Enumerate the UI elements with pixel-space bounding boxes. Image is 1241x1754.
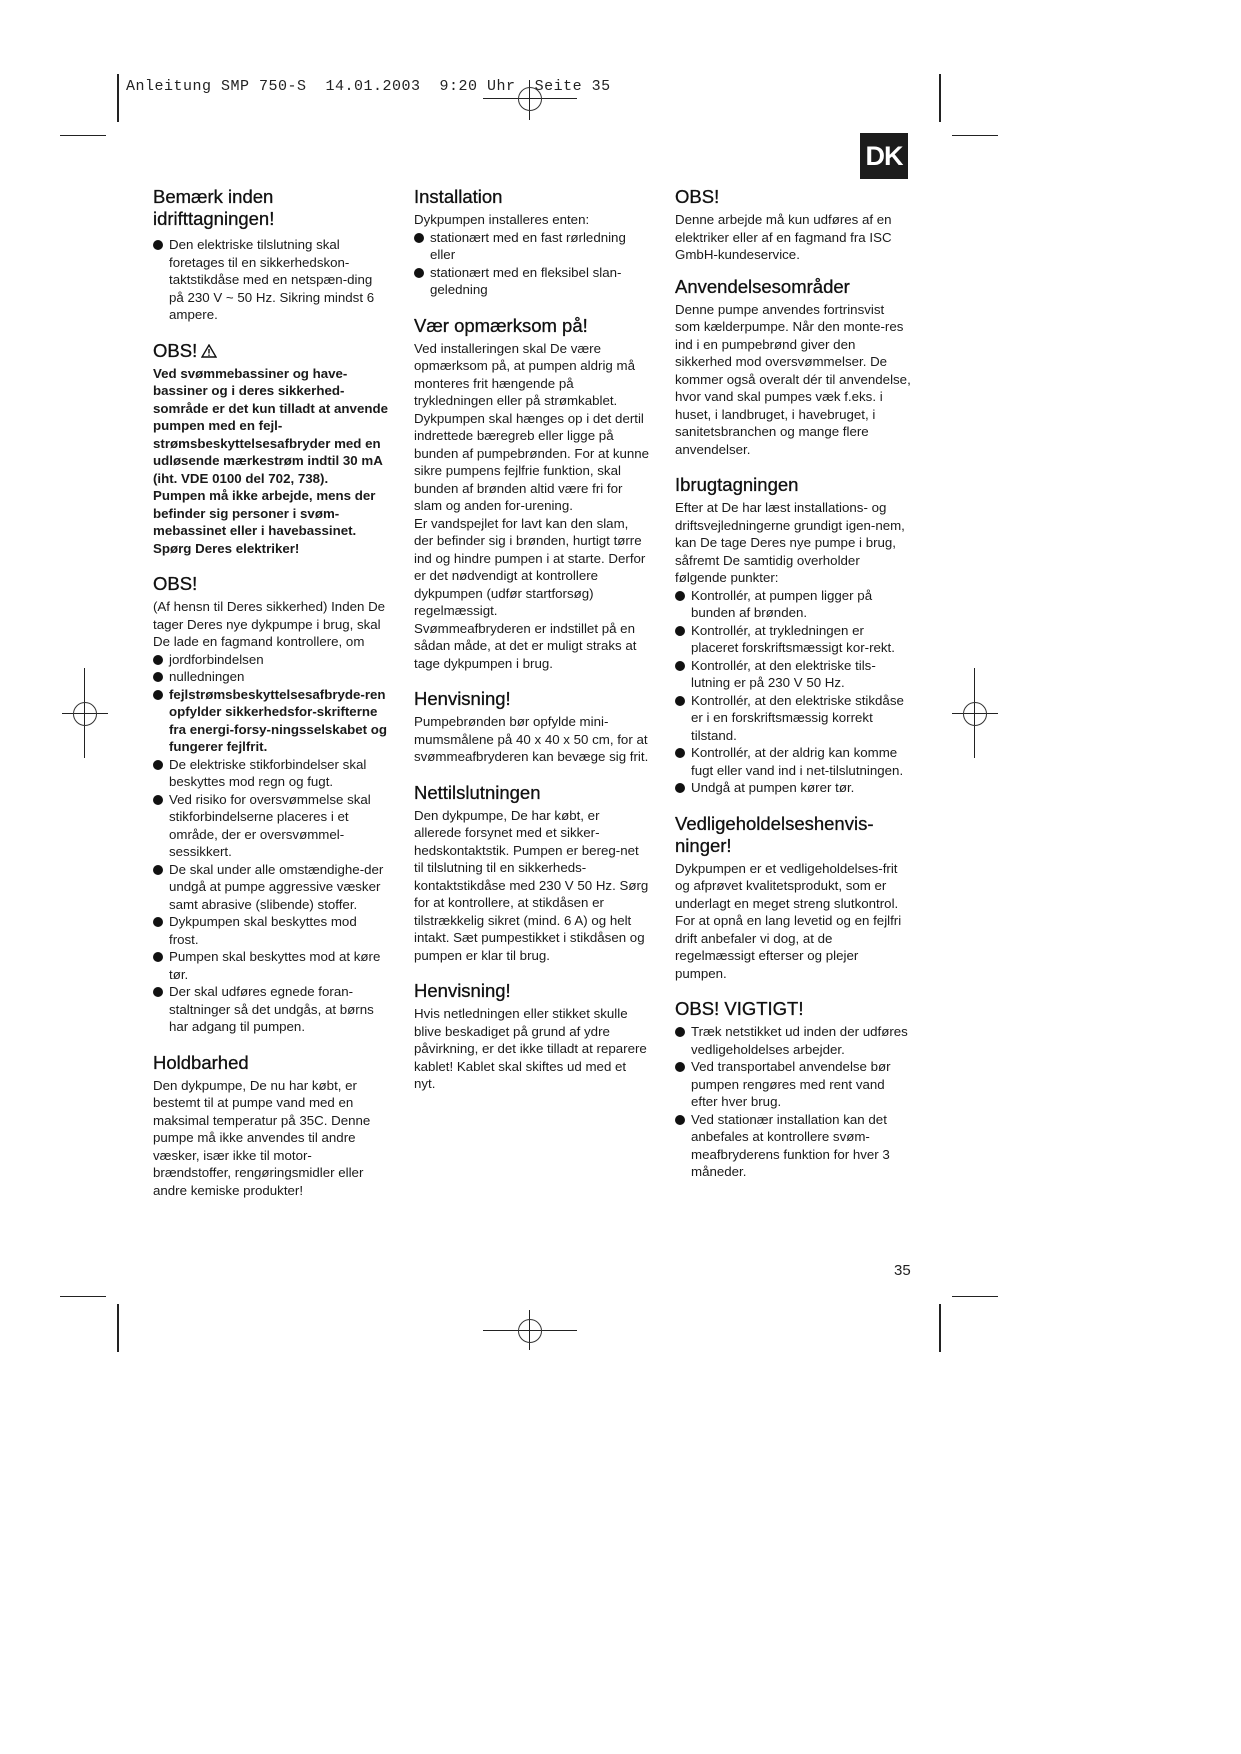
column-3	[675, 186, 911, 1181]
section-title: OBS! VIGTIGT!	[675, 998, 804, 1019]
crop-mark	[117, 1304, 119, 1352]
paragraph: Dykpumpen installeres enten:	[414, 212, 590, 227]
list-item: Kontrollér, at den elektriske tils-lutning er på 230 V 50 Hz.	[675, 657, 911, 692]
paragraph: Efter at De har læst installations- og driftsvejledningerne grundigt igen-nem, kan De tage Deres nye pumpe i brug, såfremt De samtidig overholder følgende punkter:	[675, 500, 905, 585]
paragraph: Dykpumpen er et vedligeholdelses-frit og afprøvet kvalitetsprodukt, som er underlagt en meget streng slutkontrol.	[675, 860, 899, 911]
warning-icon	[201, 344, 217, 358]
list-item: Kontrollér, at der aldrig kan komme fugt eller vand ind i net-tilslutningen.	[675, 744, 911, 779]
paragraph: Hvis netledningen eller stikket skulle blive beskadiget på grund af ydre påvirkning, er det ikke tilladt at reparere kablet! Kablet skal skiftes ud med et nyt.	[414, 1006, 647, 1091]
paragraph: Ved installeringen skal De være opmærksom på, at pumpen aldrig må monteres frit hængende på trykledningen eller på strømkablet. Dykpumpen skal hænges op i det dertil indrettede bæregreb eller ligge på bunden af pumpebrønden. For at kunne sikre pumpens fejlfrie funktion, skal bunden af brønden altid være fri for slam og anden for-urening.	[414, 340, 650, 513]
warning-text: Pumpen må ikke arbejde, mens der befinder sig personer i svøm-mebassinet eller i havebassinet. Spørg Deres elektriker!	[153, 488, 376, 556]
section-title: Henvisning!	[414, 688, 511, 709]
column-1	[153, 186, 389, 1199]
list-item: Kontrollér, at trykledningen er placeret forskriftsmæssigt kor-rekt.	[675, 622, 911, 657]
crop-mark	[952, 135, 998, 136]
list-item: Ved risiko for oversvømmelse skal stikforbindelserne placeres i et område, der er oversvømmel-sessikkert.	[153, 791, 389, 861]
section-title: Vær opmærksom på!	[414, 314, 588, 336]
paragraph: Denne arbejde må kun udføres af en elektriker eller af en fagmand fra ISC GmbH-kundeservice.	[675, 212, 892, 262]
section-title: Vedligeholdelseshenvis-ninger!	[675, 812, 874, 856]
list-item: jordforbindelsen	[153, 651, 389, 669]
list-item: De elektriske stikforbindelser skal beskyttes mod regn og fugt.	[153, 756, 389, 791]
paragraph: Svømmeafbryderen er indstillet på en sådan måde, at det er muligt straks at tage dykpumpen i brug.	[414, 620, 637, 671]
section-title: Henvisning!	[414, 980, 511, 1001]
paragraph: Den dykpumpe, De nu har købt, er bestemt til at pumpe vand med en maksimal temperatur på 35C. Denne pumpe må ikke anvendes til andre væsker, især ikke til motor-brændstoffer, rengøringsmidler eller andre kemiske produkter!	[153, 1077, 371, 1198]
crop-mark	[939, 1304, 941, 1352]
list-item: Undgå at pumpen kører tør.	[675, 779, 911, 797]
list-item: Ved transportabel anvendelse bør pumpen rengøres med rent vand efter hver brug.	[675, 1058, 911, 1111]
list-item: Kontrollér, at pumpen ligger på bunden af brønden.	[675, 587, 911, 622]
crop-mark	[60, 135, 106, 136]
paragraph: (Af hensn til Deres sikkerhed) Inden De tager Deres nye dykpumpe i brug, skal De lade en fagmand kontrollere, om	[153, 599, 386, 649]
crop-mark	[939, 74, 941, 122]
print-slug: Anleitung SMP 750-S 14.01.2003 9:20 Uhr Seite 35	[126, 78, 611, 95]
page-number: 35	[894, 1262, 911, 1279]
list-item: Kontrollér, at den elektriske stikdåse er i en forskriftsmæssig korrekt tilstand.	[675, 692, 911, 745]
paragraph: Pumpebrønden bør opfylde mini-mumsmålene på 40 x 40 x 50 cm, for at svømmeafbryderen kan bevæge sig frit.	[414, 714, 649, 764]
section-title: Holdbarhed	[153, 1051, 249, 1073]
section-title: Anvendelsesområder	[675, 275, 850, 297]
section-title: OBS!	[153, 340, 389, 362]
crop-mark	[952, 1296, 998, 1297]
section-title: Ibrugtagningen	[675, 474, 799, 495]
warning-text: Ved svømmebassiner og have-bassiner og i deres sikkerhed-sområde er det kun tilladt at anvende pumpen med en fejl-strømsbeskyttelsesafbryder med en udløsende mærkestrøm indtil 30 mA (iht. VDE 0100 del 702, 738).	[153, 365, 388, 486]
section-title: Nettilslutningen	[414, 781, 541, 803]
list-item: nulledningen	[153, 668, 389, 686]
paragraph: Den dykpumpe, De har købt, er allerede forsynet med et sikker-hedskontaktstik. Pumpen er bereg-net til tilslutning til en sikkerheds-kontaktstikdåse med 230 V 50 Hz. Sørg for at kontrollere, at stikdåsen er tilstrækkelig sikret (mind. 6 A) og helt intakt. Sæt pumpestikket i stikdåsen og pumpen er klar til brug.	[414, 807, 649, 963]
section-title: Bemærk inden idrifttagningen!	[153, 186, 275, 229]
section-title: OBS!	[153, 573, 198, 594]
list-item: Den elektriske tilslutning skal foretages til en sikkerhedskon-taktstikdåse med en netspæn-ding på 230 V ~ 50 Hz. Sikring mindst 6 ampere.	[153, 236, 389, 324]
list-item: Dykpumpen skal beskyttes mod frost.	[153, 913, 389, 948]
list-item: De skal under alle omstændighe-der undgå at pumpe aggressive væsker samt abrasive (slibende) stoffer.	[153, 861, 389, 914]
section-title: OBS!	[675, 186, 720, 207]
paragraph: Er vandspejlet for lavt kan den slam, der befinder sig i brønden, hurtigt tørre ind og hindre pumpen i at starte. Derfor er det nødvendigt at kontrollere dykpumpen (udfør startforsøg) regelmæssigt.	[414, 515, 646, 618]
list-item: Træk netstikket ud inden der udføres vedligeholdelses arbejder.	[675, 1023, 911, 1058]
list-item: Der skal udføres egnede foran-staltninger så det undgås, at børns har adgang til pumpen.	[153, 983, 389, 1036]
list-item: Ved stationær installation kan det anbefales at kontrollere svøm-meafbryderens funktion for hver 3 måneder.	[675, 1111, 911, 1181]
crop-mark	[60, 1296, 106, 1297]
list-item: Pumpen skal beskyttes mod at køre tør.	[153, 948, 389, 983]
language-tab: DK	[860, 133, 908, 179]
column-2	[414, 186, 650, 1093]
crop-mark	[117, 74, 119, 122]
paragraph: For at opnå en lang levetid og en fejlfri drift anbefaler vi dog, at de regelmæssigt efterser og plejer pumpen.	[675, 913, 902, 981]
paragraph: Denne pumpe anvendes fortrinsvist som kælderpumpe. Når den monte-res ind i en pumpebrønd giver den sikkerhed mod oversvømmelser. De kommer også overalt dér til anvendelse, hvor vand skal pumpes væk f.eks. i huset, i landbruget, i havebruget, i sanitetsbranchen og mange flere anvendelser.	[675, 301, 911, 457]
list-item: stationært med en fleksibel slan-geledning	[414, 264, 650, 299]
section-title: Installation	[414, 186, 503, 207]
list-item: fejlstrømsbeskyttelsesafbryde-ren opfylder sikkerhedsfor-skrifterne fra energi-forsy-ningsselskabet og fungerer fejlfrit.	[153, 686, 389, 756]
list-item: stationært med en fast rørledning eller	[414, 229, 650, 264]
